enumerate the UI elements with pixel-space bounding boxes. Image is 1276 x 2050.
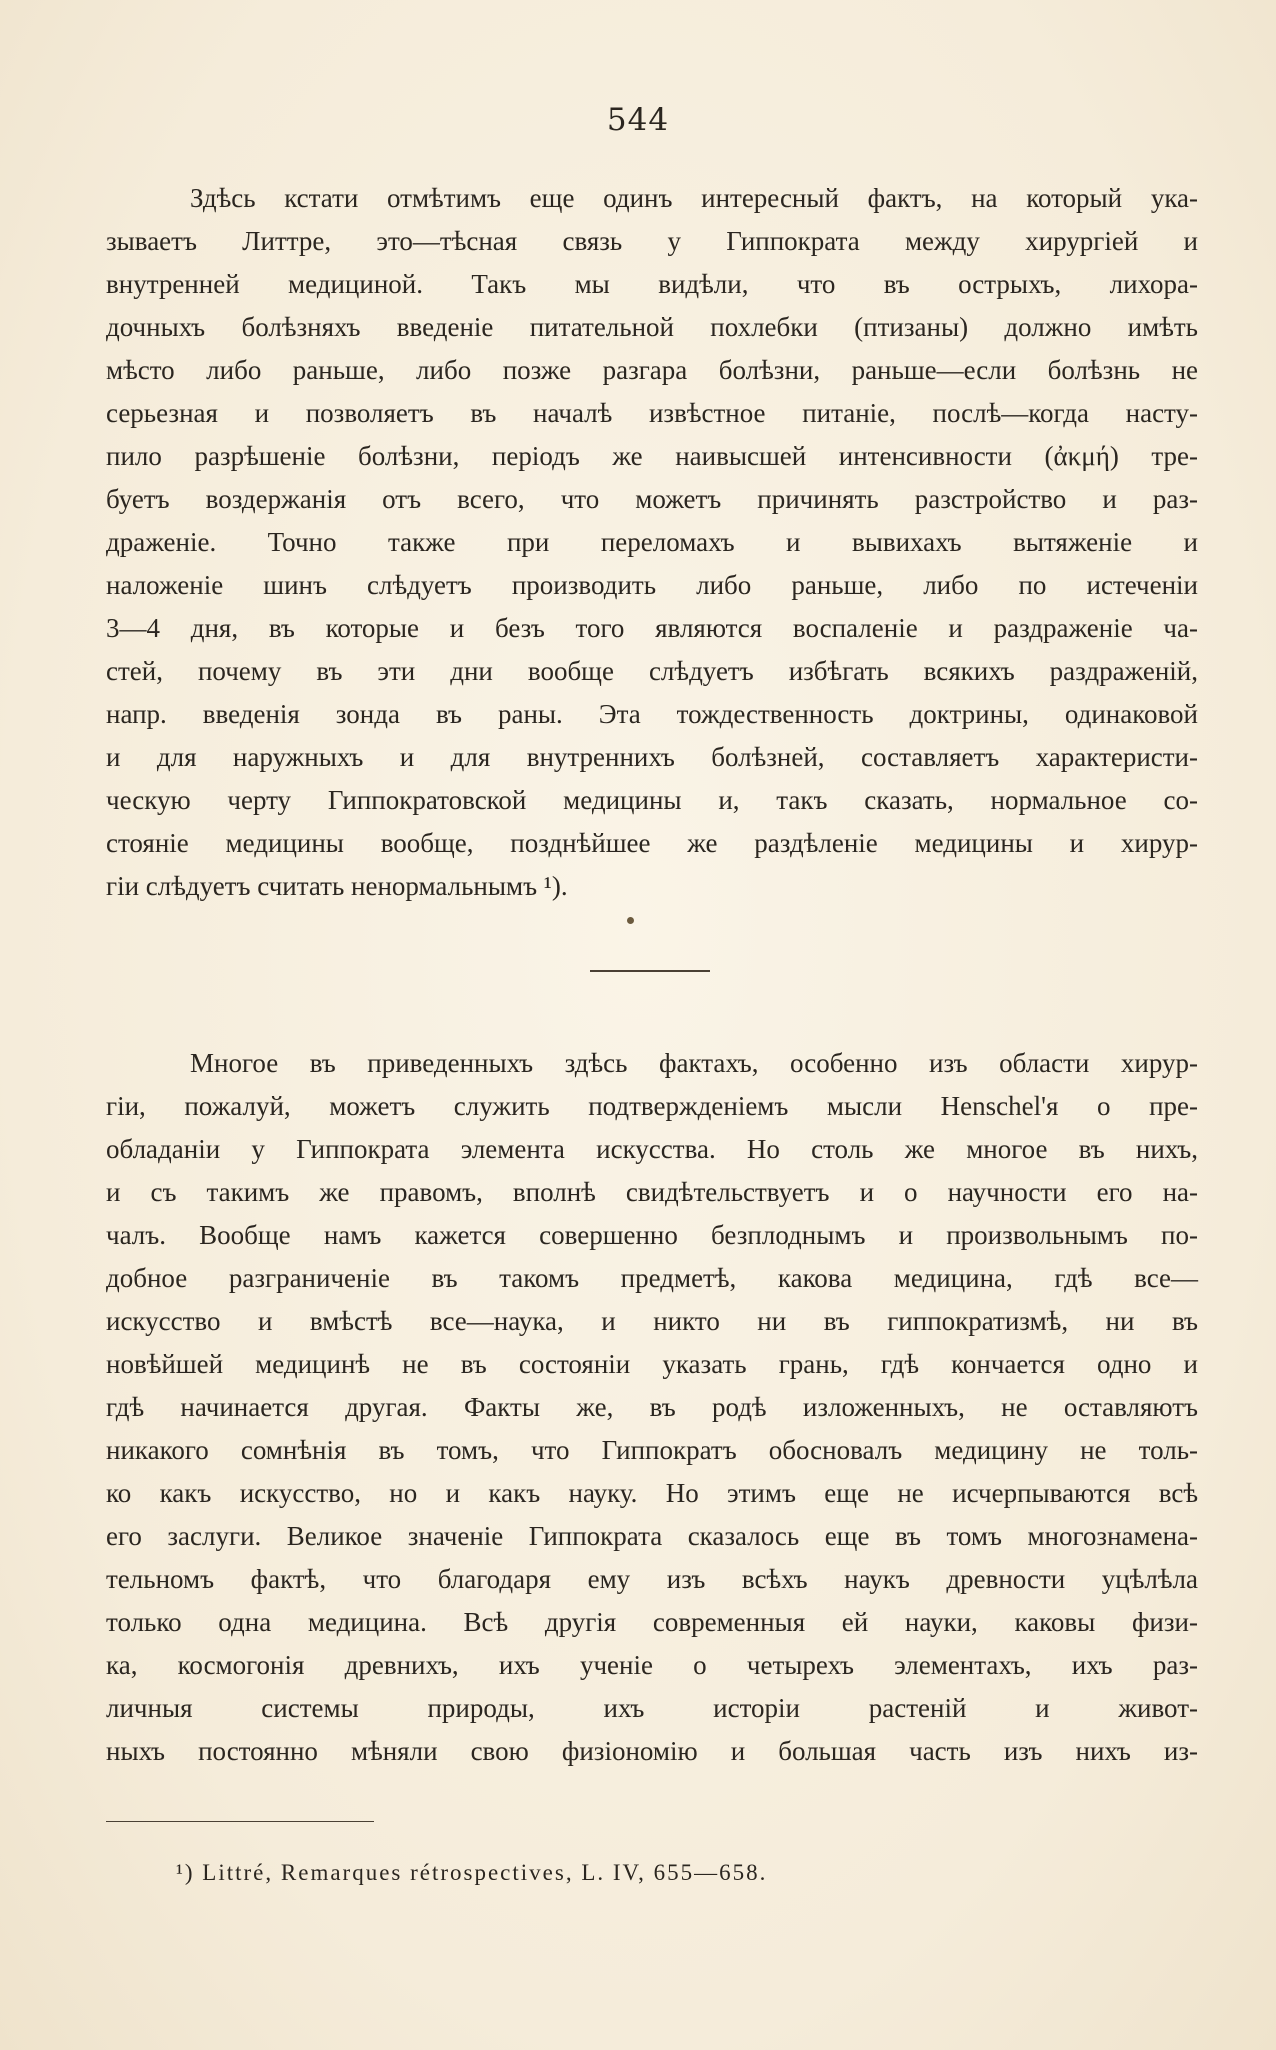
text-line: гдѣ начинается другая. Факты же, въ родѣ изложенныхъ, не оставляютъ xyxy=(106,1392,1198,1422)
paragraph-2 xyxy=(106,1042,1198,1773)
text-line: гіи слѣдуетъ считать ненормальнымъ ¹). xyxy=(106,871,568,901)
text-line: Здѣсь кстати отмѣтимъ еще одинъ интересный фактъ, на который ука- xyxy=(190,183,1198,213)
text-line: Многое въ приведенныхъ здѣсь фактахъ, особенно изъ области хирур- xyxy=(190,1048,1198,1078)
text-line: серьезная и позволяетъ въ началѣ извѣстное питаніе, послѣ—когда насту- xyxy=(106,398,1198,428)
footnote-rule xyxy=(106,1821,374,1822)
text-line: и для наружныхъ и для внутреннихъ болѣзней, составляетъ характеристи- xyxy=(106,742,1198,772)
text-line: дочныхъ болѣзняхъ введеніе питательной похлебки (птизаны) должно имѣть xyxy=(106,312,1198,342)
text-line: и съ такимъ же правомъ, вполнѣ свидѣтельствуетъ и о научности его на- xyxy=(106,1177,1198,1207)
text-line: стояніе медицины вообще, позднѣйшее же раздѣленіе медицины и хирур- xyxy=(106,828,1198,858)
text-line: внутренней медициной. Такъ мы видѣли, что въ острыхъ, лихора- xyxy=(106,269,1198,299)
text-line: пило разрѣшеніе болѣзни, періодъ же наивысшей интенсивности (ἀκμή) тре- xyxy=(106,441,1198,471)
text-line: 3—4 дня, въ которые и безъ того являются воспаленіе и раздраженіе ча- xyxy=(106,613,1198,643)
text-line: новѣйшей медицинѣ не въ состояніи указать грань, гдѣ кончается одно и xyxy=(106,1349,1198,1379)
text-line: искусство и вмѣстѣ все—наука, и никто ни въ гиппократизмѣ, ни въ xyxy=(106,1306,1198,1336)
text-line: ныхъ постоянно мѣняли свою физіономію и большая часть изъ нихъ из- xyxy=(106,1736,1198,1766)
text-line: его заслуги. Великое значеніе Гиппократа сказалось еще въ томъ многознамена- xyxy=(106,1521,1198,1551)
text-line: ко какъ искусство, но и какъ науку. Но этимъ еще не исчерпываются всѣ xyxy=(106,1478,1198,1508)
text-line: напр. введенія зонда въ раны. Эта тождественность доктрины, одинаковой xyxy=(106,699,1198,729)
printer-mark-dot xyxy=(627,917,634,924)
text-line: стей, почему въ эти дни вообще слѣдуетъ избѣгать всякихъ раздраженій, xyxy=(106,656,1198,686)
text-line: чалъ. Вообще намъ кажется совершенно безплоднымъ и произвольнымъ по- xyxy=(106,1220,1198,1250)
text-line: зываетъ Литтре, это—тѣсная связь у Гиппократа между хирургіей и xyxy=(106,226,1198,256)
text-line: ческую черту Гиппократовской медицины и, такъ сказать, нормальное со- xyxy=(106,785,1198,815)
page-number: 544 xyxy=(606,102,670,138)
text-line: никакого сомнѣнія въ томъ, что Гиппократъ обосновалъ медицину не толь- xyxy=(106,1435,1198,1465)
text-line: обладаніи у Гиппократа элемента искусства. Но столь же многое въ нихъ, xyxy=(106,1134,1198,1164)
text-line: мѣсто либо раньше, либо позже разгара болѣзни, раньше—если болѣзнь не xyxy=(106,355,1198,385)
text-line: личныя системы природы, ихъ исторіи растеній и живот- xyxy=(106,1693,1198,1723)
text-line: тельномъ фактѣ, что благодаря ему изъ всѣхъ наукъ древности уцѣлѣла xyxy=(106,1564,1198,1594)
text-line: гіи, пожалуй, можетъ служить подтвержденіемъ мысли Henschel'я о пре- xyxy=(106,1091,1198,1121)
footnote: ¹) Littré, Remarques rétrospectives, L. IV, 655—658. xyxy=(176,1860,768,1885)
text-line: только одна медицина. Всѣ другія современныя ей науки, каковы физи- xyxy=(106,1607,1198,1637)
text-line: драженіе. Точно также при переломахъ и вывихахъ вытяженіе и xyxy=(106,527,1198,557)
paragraph-1 xyxy=(106,177,1198,908)
text-line: буетъ воздержанія отъ всего, что можетъ причинять разстройство и раз- xyxy=(106,484,1198,514)
section-divider xyxy=(590,970,710,972)
text-line: наложеніе шинъ слѣдуетъ производить либо раньше, либо по истеченіи xyxy=(106,570,1198,600)
text-line: добное разграниченіе въ такомъ предметѣ, какова медицина, гдѣ все— xyxy=(106,1263,1198,1293)
text-line: ка, космогонія древнихъ, ихъ ученіе о четырехъ элементахъ, ихъ раз- xyxy=(106,1650,1198,1680)
